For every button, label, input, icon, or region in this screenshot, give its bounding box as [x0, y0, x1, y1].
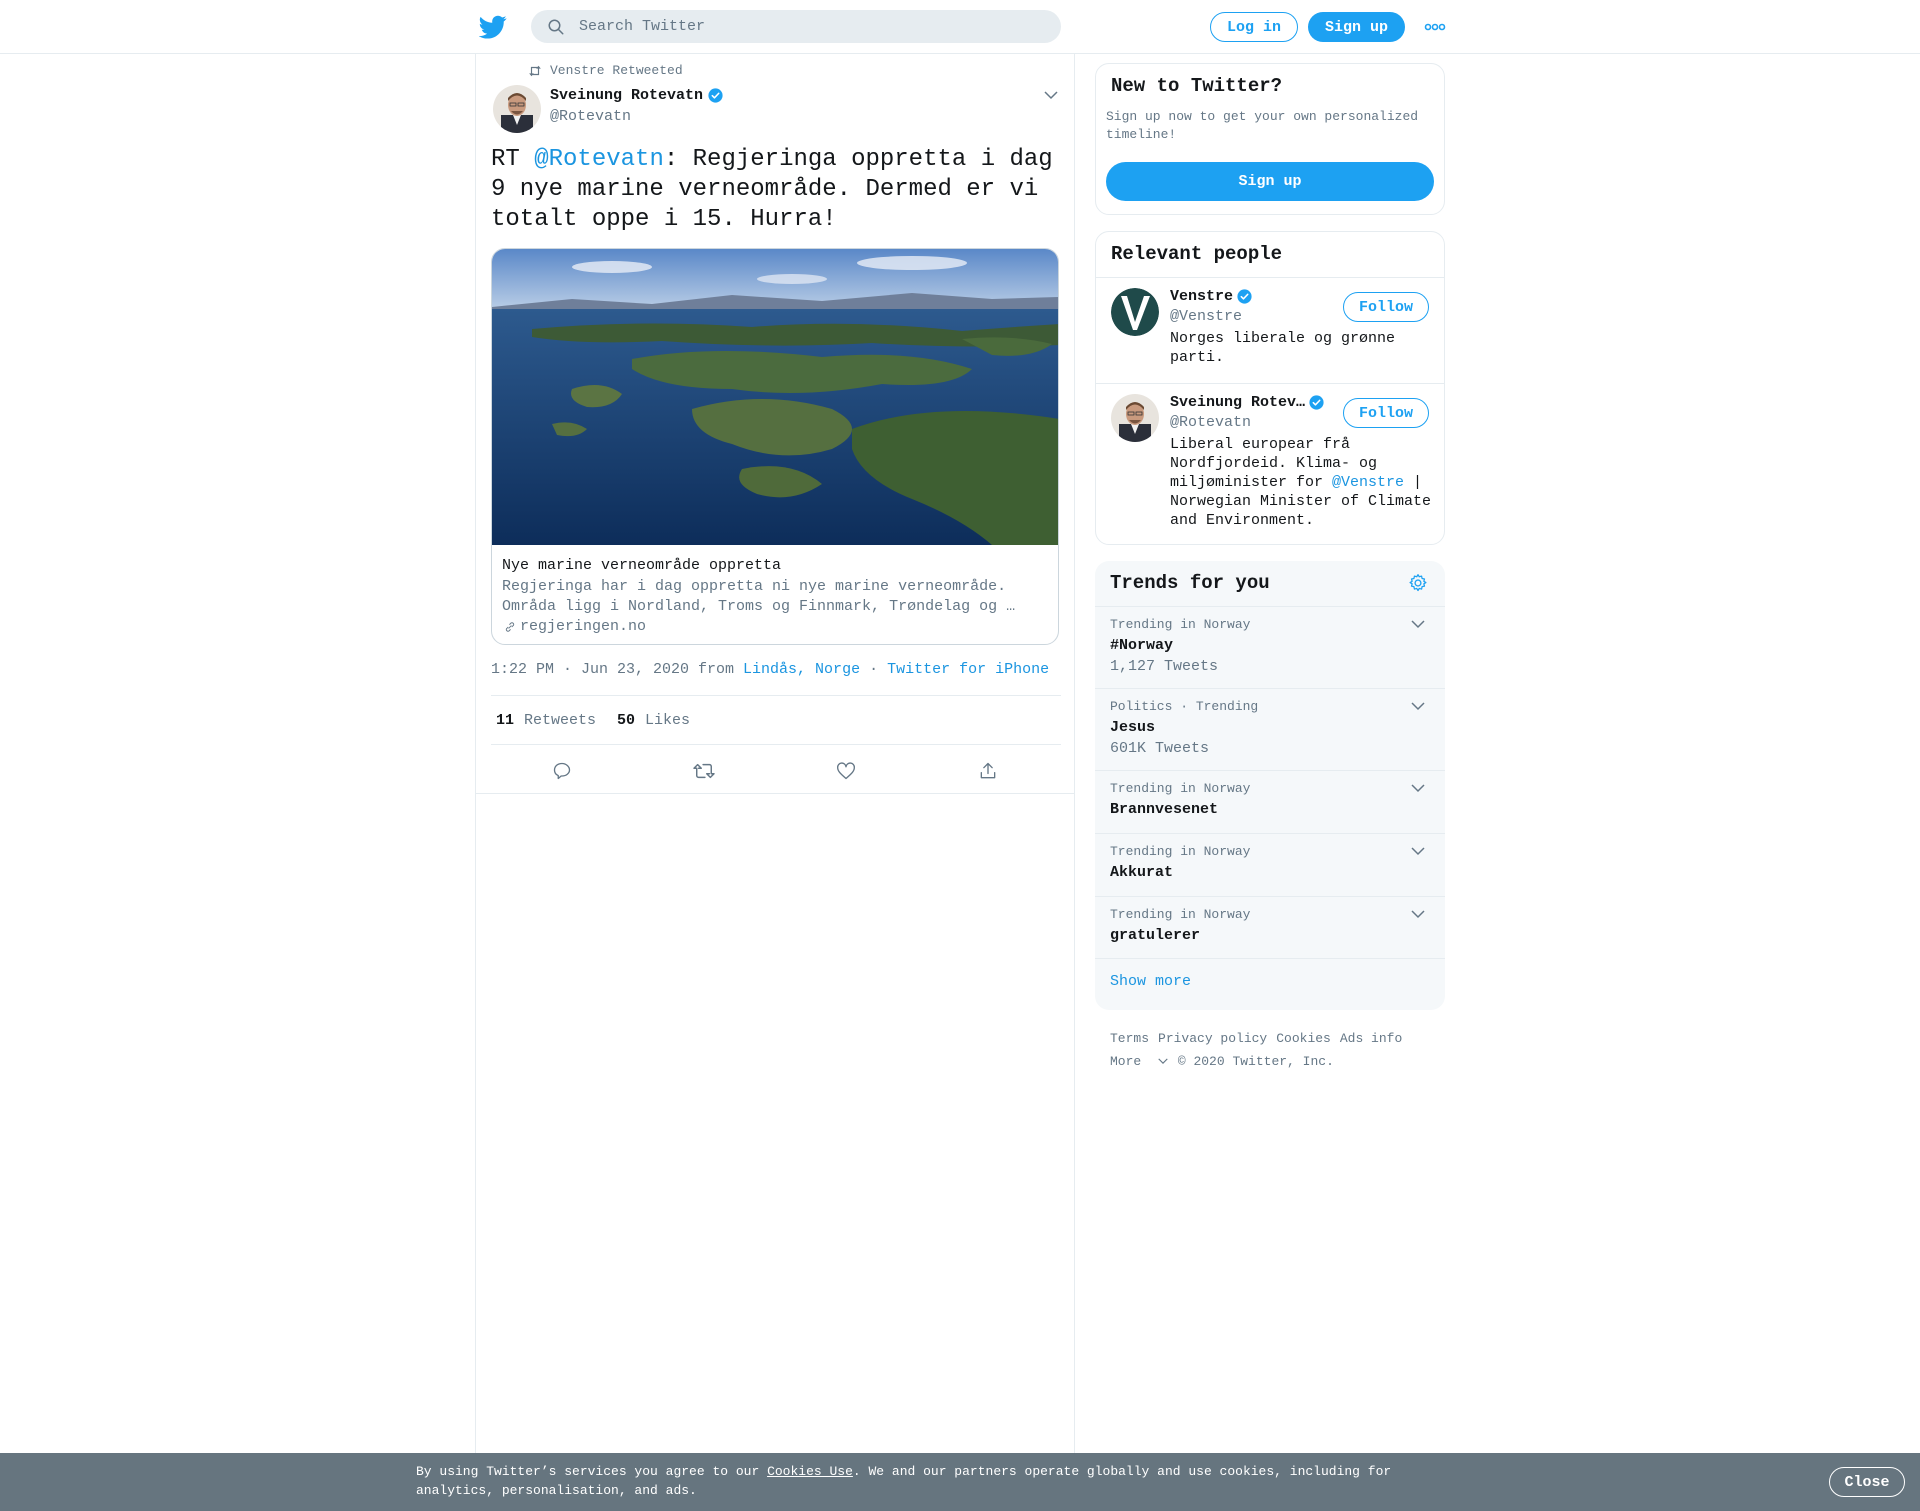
- trend-count: 1,127 Tweets: [1110, 658, 1219, 675]
- signup-button[interactable]: Sign up: [1308, 12, 1405, 42]
- person-name-text: Venstre: [1170, 288, 1234, 305]
- chevron-down-icon[interactable]: [1411, 619, 1425, 629]
- cookie-banner-text: [416, 1462, 1416, 1500]
- retweeted-by-label: Venstre Retweeted: [550, 63, 683, 78]
- sidebar-footer: [1110, 1027, 1440, 1073]
- verified-badge-icon: [1236, 288, 1253, 305]
- tweet-mention-link[interactable]: @Rotevatn: [534, 146, 664, 173]
- footer-terms-link[interactable]: Terms: [1110, 1031, 1150, 1046]
- tweet-actions: [491, 746, 1061, 796]
- trend-item[interactable]: [1095, 688, 1445, 770]
- retweet-icon: [693, 761, 715, 781]
- footer-more-button[interactable]: [1110, 1054, 1176, 1069]
- trend-name: gratulerer: [1110, 927, 1201, 944]
- cookies-use-link[interactable]: Cookies Use: [767, 1464, 853, 1479]
- likes-label[interactable]: Likes: [645, 711, 691, 729]
- footer-cookies-link[interactable]: Cookies: [1276, 1031, 1331, 1046]
- retweeted-indicator[interactable]: [528, 63, 683, 78]
- more-menu-icon[interactable]: [1424, 20, 1446, 34]
- like-button[interactable]: [775, 761, 917, 781]
- chevron-down-icon: [1158, 1057, 1168, 1065]
- card-domain-text: regjeringen.no: [520, 618, 647, 635]
- card-image: [492, 249, 1059, 545]
- trend-name: Brannvesenet: [1110, 801, 1219, 818]
- chevron-down-icon[interactable]: [1411, 909, 1425, 919]
- retweets-label[interactable]: Retweets: [524, 711, 597, 729]
- tweet-column: [475, 54, 1075, 1454]
- trend-context: Trending in Norway: [1110, 907, 1251, 922]
- top-header: [0, 0, 1920, 54]
- verified-badge-icon: [1308, 394, 1325, 411]
- trend-item[interactable]: [1095, 770, 1445, 833]
- relevant-people-title: Relevant people: [1111, 243, 1283, 265]
- trends-title: Trends for you: [1110, 572, 1270, 594]
- trend-context: Trending in Norway: [1110, 617, 1251, 632]
- cookie-banner: [0, 1453, 1920, 1511]
- tweet-location-link[interactable]: Lindås, Norge: [743, 661, 861, 678]
- person-name-text: Sveinung Rotev…: [1170, 394, 1306, 411]
- retweets-count[interactable]: 11: [496, 711, 515, 729]
- footer-copyright: © 2020 Twitter, Inc.: [1177, 1054, 1334, 1069]
- trend-context: Politics · Trending: [1110, 699, 1259, 714]
- twitter-logo-icon[interactable]: [479, 13, 507, 41]
- new-to-twitter-panel: [1095, 63, 1445, 215]
- tweet-options-chevron-icon[interactable]: [1044, 90, 1058, 100]
- reply-icon: [552, 761, 572, 781]
- tweet-meta: [491, 661, 1049, 678]
- trend-item[interactable]: [1095, 896, 1445, 959]
- person-handle[interactable]: @Venstre: [1170, 308, 1243, 325]
- share-icon: [978, 761, 998, 781]
- cookie-close-button[interactable]: Close: [1829, 1467, 1905, 1497]
- author-handle[interactable]: @Rotevatn: [550, 108, 632, 125]
- chevron-down-icon[interactable]: [1411, 783, 1425, 793]
- tweet-stats: [491, 695, 1061, 745]
- verified-badge-icon: [707, 87, 724, 104]
- follow-venstre-button[interactable]: Follow: [1343, 292, 1429, 322]
- tweet-text-body: : Regjeringa oppretta i dag 9 nye marine verneområde. Dermed er vi totalt oppe i 15. Hurra!: [491, 146, 1053, 233]
- author-avatar-image: [493, 85, 541, 133]
- link-card[interactable]: [491, 248, 1059, 645]
- card-description: Regjeringa har i dag oppretta ni nye marine verneområde. Områda ligg i Nordland, Troms og Finnmark, Trøndelag og …: [502, 578, 1016, 615]
- venstre-logo-icon: [1111, 288, 1159, 336]
- trend-context: Trending in Norway: [1110, 781, 1251, 796]
- new-to-twitter-title: New to Twitter?: [1111, 75, 1283, 97]
- chevron-down-icon[interactable]: [1411, 846, 1425, 856]
- trend-item[interactable]: [1095, 606, 1445, 688]
- card-domain: [502, 618, 646, 635]
- tweet-divider: [476, 793, 1074, 794]
- new-to-twitter-description: Sign up now to get your own personalized timeline!: [1106, 109, 1419, 142]
- likes-count[interactable]: 50: [617, 711, 636, 729]
- trend-name: Jesus: [1110, 719, 1156, 736]
- author-name-text: Sveinung Rotevatn: [550, 87, 704, 104]
- search-box[interactable]: [531, 10, 1061, 43]
- footer-ads-link[interactable]: Ads info: [1339, 1031, 1403, 1046]
- venstre-avatar[interactable]: [1111, 288, 1159, 336]
- person-bio: [1170, 435, 1438, 530]
- trend-context: Trending in Norway: [1110, 844, 1251, 859]
- retweet-button[interactable]: [633, 761, 775, 781]
- person-handle[interactable]: @Rotevatn: [1170, 414, 1252, 431]
- cookie-text-after: . We and our partners operate globally and use cookies, including for analytics, personalisation, and ads.: [416, 1464, 1392, 1498]
- author-avatar[interactable]: [493, 85, 541, 133]
- search-input[interactable]: [579, 18, 1019, 35]
- person-venstre[interactable]: [1096, 278, 1444, 384]
- follow-rotevatn-button[interactable]: Follow: [1343, 398, 1429, 428]
- person-bio: Norges liberale og grønne parti.: [1170, 330, 1396, 366]
- sidebar-signup-button[interactable]: Sign up: [1106, 162, 1434, 201]
- rotevatn-avatar[interactable]: [1111, 394, 1159, 442]
- bio-text-before: Liberal europear frå Nordfjordeid. Klima- og miljøminister for: [1170, 436, 1378, 491]
- share-button[interactable]: [917, 761, 1059, 781]
- trends-panel: [1095, 561, 1445, 1010]
- person-name[interactable]: [1170, 288, 1253, 305]
- author-name[interactable]: [550, 87, 724, 104]
- person-rotevatn[interactable]: [1096, 384, 1444, 544]
- bio-mention-link[interactable]: @Venstre: [1332, 474, 1405, 491]
- reply-button[interactable]: [491, 761, 633, 781]
- tweet-timestamp[interactable]: 1:22 PM · Jun 23, 2020 from: [491, 661, 744, 678]
- trend-name: Akkurat: [1110, 864, 1174, 881]
- tweet-text: [491, 145, 1061, 235]
- card-title: Nye marine verneområde oppretta: [502, 557, 782, 574]
- trend-name: #Norway: [1110, 637, 1174, 654]
- relevant-people-panel: [1095, 231, 1445, 545]
- footer-privacy-link[interactable]: Privacy policy: [1158, 1031, 1268, 1046]
- person-name[interactable]: [1170, 394, 1325, 411]
- retweet-small-icon: [528, 65, 542, 77]
- tweet-text-prefix: RT: [491, 146, 535, 173]
- footer-more-label: More: [1110, 1054, 1142, 1069]
- tweet-source-link[interactable]: Twitter for iPhone: [887, 661, 1050, 678]
- chevron-down-icon[interactable]: [1411, 701, 1425, 711]
- trend-item[interactable]: [1095, 833, 1445, 896]
- cookie-text-before: By using Twitter’s services you agree to our: [416, 1464, 768, 1479]
- show-more-link[interactable]: Show more: [1110, 973, 1192, 990]
- gear-icon[interactable]: [1408, 573, 1428, 593]
- link-icon: [502, 620, 518, 634]
- bio-text-after: | Norwegian Minister of Climate and Environment.: [1170, 474, 1432, 529]
- meta-separator: ·: [860, 661, 888, 678]
- rotevatn-avatar-image: [1111, 394, 1159, 442]
- trend-count: 601K Tweets: [1110, 740, 1210, 757]
- heart-icon: [836, 761, 856, 781]
- search-icon: [547, 18, 565, 36]
- login-button[interactable]: Log in: [1210, 12, 1298, 42]
